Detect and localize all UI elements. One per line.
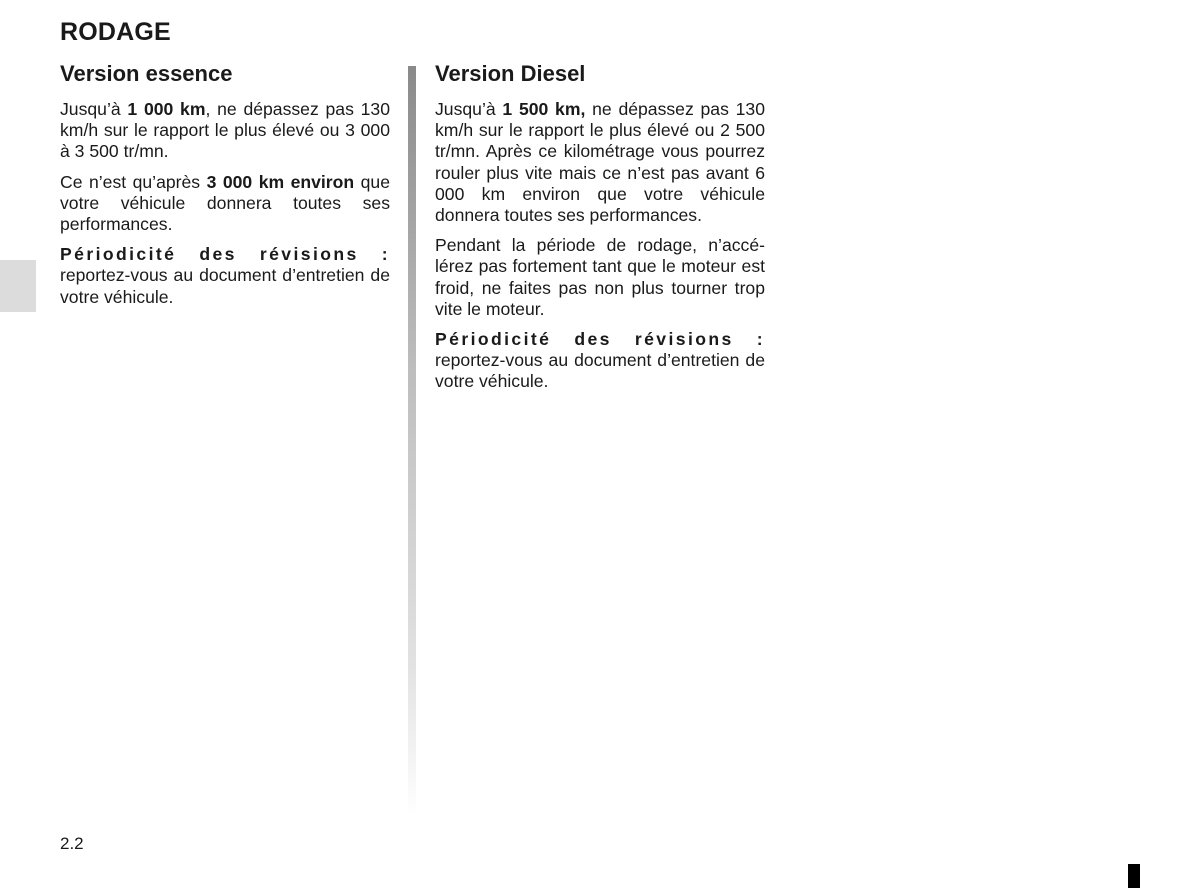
diesel-p1-pre: Jusqu’à xyxy=(435,99,503,119)
diesel-service-interval-label: Périodicité des révisions : xyxy=(435,329,765,350)
diesel-version-heading: Version Diesel xyxy=(435,61,586,86)
petrol-paragraph-2 xyxy=(60,172,390,236)
diesel-paragraph-2: Pendant la période de rodage, n’accélérez pas fortement tant que le moteur est froid, ne faites pas non plus tourner trop vite le moteur. xyxy=(435,235,765,319)
petrol-version-column xyxy=(60,60,390,317)
corner-mark xyxy=(1128,864,1140,888)
petrol-p1-distance: 1 000 km xyxy=(127,99,206,119)
petrol-p1-pre: Jusqu’à xyxy=(60,99,128,119)
petrol-p2-post: que votre véhicule donnera toutes ses performances. xyxy=(60,171,390,235)
chapter-tab-marker xyxy=(0,260,36,312)
petrol-p1-post: , ne dépassez pas 130 km/h sur le rapport le plus élevé ou 3 000 à 3 500 tr/mn. xyxy=(60,99,390,162)
column-divider xyxy=(408,66,416,816)
petrol-paragraph-1 xyxy=(60,99,390,163)
page-title: RODAGE xyxy=(60,18,171,46)
diesel-paragraph-3 xyxy=(435,329,765,393)
diesel-version-column xyxy=(435,60,765,402)
diesel-p1-distance: 1 500 km, xyxy=(502,99,586,119)
petrol-p2-pre: Ce n’est qu’après xyxy=(60,171,207,192)
petrol-paragraph-3 xyxy=(60,244,390,308)
diesel-p1-post: ne dépassez pas 130 km/h sur le rapport le plus élevé ou 2 500 tr/mn. Après ce kilométrage vous pourrez rouler plus vite mais ce n’est pas avant 6 000 km environ que votre véhicule donnera toutes ses performances. xyxy=(435,99,765,226)
diesel-paragraph-1 xyxy=(435,99,765,226)
petrol-p2-distance: 3 000 km environ xyxy=(206,171,355,192)
page-number: 2.2 xyxy=(60,834,84,853)
petrol-service-interval-label: Périodicité des révisions : xyxy=(60,244,390,265)
diesel-p3-post: reportez-vous au document d’entretien de votre véhicule. xyxy=(435,350,765,392)
petrol-version-heading: Version essence xyxy=(60,61,233,86)
petrol-p3-post: reportez-vous au document d’entretien de votre véhicule. xyxy=(60,265,390,307)
